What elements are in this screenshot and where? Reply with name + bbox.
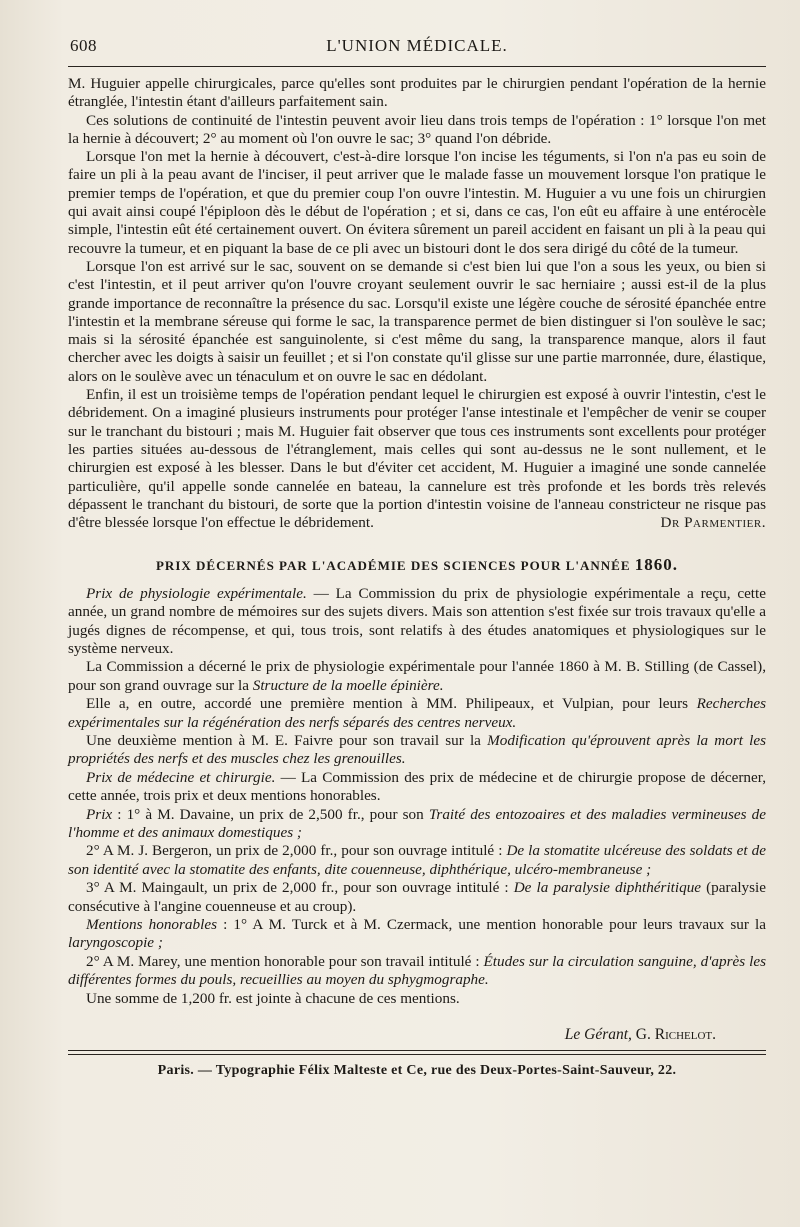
paragraph: Ces solutions de continuité de l'intestin peuvent avoir lieu dans trois temps de l'opération : 1° lorsque l'on met la hernie à découvert; 2° au moment où l'on ouvre le sac; 3° quand l'on débride. [68,111,766,147]
text: 2° A M. J. Bergeron, un prix de 2,000 fr., pour son ouvrage intitulé : [86,842,507,860]
text: 2° A M. Marey, une mention honorable pour son travail intitulé : [86,952,484,970]
article-prix [68,585,766,1008]
work-title: Traité des entozoaires et des maladies vermineuses de l'homme et des animaux domestiques ; [68,805,766,841]
subheading: Mentions honorables [86,916,217,934]
work-title: De la paralysie diphthéritique [513,879,702,897]
text: Une deuxième mention à M. E. Faivre pour son travail sur la [86,731,488,749]
subheading: Prix de médecine et chirurgie. [86,768,276,786]
text: — La Commission des prix de médecine et de chirurgie propose de décerner, cette année, trois prix et deux mentions honorables. [68,768,766,805]
paragraph: Lorsque l'on est arrivé sur le sac, souvent on se demande si c'est bien lui que l'on a sous les yeux, ou bien si c'est l'intestin, et il peut arriver qu'on l'ouvre croyant seulement ouvrir le sac herniaire ; aussi est-il de la plus grande importance de reconnaître la présence du sac. Lorsqu'il existe une légère couche de sérosité épanchée entre l'intestin et la membrane séreuse qui forme le sac, la transparence permet de bien distinguer si l'on soulève le sac; mais si la sérosité épanchée est sanguinolente, si c'est même du sang, la transparence manque, alors il faut chercher avec les doigts à saisir un feuillet ; et si l'on constate qu'il glisse sur une partie marronnée, dure, élastique, alors on le soulève avec un ténaculum et on ouvre le sac en dédolant. [68,257,766,385]
page-number: 608 [70,36,97,55]
section-title-year: 1860. [634,554,678,574]
work-title: Recherches expérimentales sur la régénération des nerfs séparés des centres nerveux. [68,695,766,731]
text: (paralysie consécutive à l'angine couenneuse et au croup). [68,879,766,915]
paragraph [68,585,766,659]
work-title: laryngoscopie ; [68,934,163,952]
header-rule [68,66,766,67]
paragraph [68,879,766,916]
section-title [68,555,766,575]
text: Elle a, en outre, accordé une première mention à MM. Philipeaux, et Vulpian, pour leurs [86,695,697,713]
footer-rule [68,1050,766,1051]
paragraph: Enfin, il est un troisième temps de l'opération pendant lequel le chirurgien est exposé à ouvrir l'intestin, c'est le débridement. On a imaginé plusieurs instruments pour protéger l'anse intestinale et l'empêcher de venir se couper sur le tranchant du bistouri ; mais M. Huguier fait observer que tous ces instruments sont excellents pour protéger les parties situées au-dessous de l'étranglement, mais celles qui sont au-dessus ne le sont nullement, et le chirurgien est exposé à les blesser. Dans le but d'éviter cet accident, M. Huguier a imaginé une sonde cannelée particulière, qu'il appelle sonde cannelée en bateau, la cannelure est très profonde et les bords très relevés dépassent le tranchant du bistouri, de sorte que la portion d'intestin voisine de l'anneau constricteur ne risque pas d'être blessée lorsque l'on effectue le débridement. [68,386,766,532]
subheading: Prix [86,805,113,823]
paragraph [68,916,766,953]
article-hernie [68,75,766,533]
text: : 1° à M. Davaine, un prix de 2,500 fr., pour son [112,805,429,823]
paragraph: Lorsque l'on met la hernie à découvert, c'est-à-dire lorsque l'on incise les téguments, si l'on n'a pas eu soin de faire un pli à la peau avant de l'inciser, il peut arriver que le malade fasse un mouvement lorsque l'on pratique le premier temps de l'opération, et que du premier coup l'on ouvre l'intestin. M. Huguier a vu une fois un chirurgien qui avait ainsi coupé l'épiploon dès le début de l'opération ; et si, dans ce cas, l'on eût eu affaire à une entérocèle simple, l'intestin eût été certainement ouvert. On évitera sûrement un pareil accident en faisant un pli à la peau qui recouvre la tumeur, et en piquant la base de ce pli avec un bistouri dont le dos sera dirigé du côté de la tumeur. [68,148,766,257]
paragraph [68,658,766,695]
gerant-name: G. Richelot. [635,1026,716,1044]
work-title: Structure de la moelle épinière. [252,676,444,694]
text: : 1° A M. Turck et à M. Czermack, une mention honorable pour leurs travaux sur la [216,916,766,934]
running-title: L'UNION MÉDICALE. [326,36,508,55]
text: — La Commission du prix de physiologie expérimentale a reçu, cette année, un grand nombre de mémoires sur des sujets divers. Mais son attention s'est fixée sur trois travaux qu'elle a jugés dignes de récompense, et qui, tous trois, sont relatifs à des études anatomiques et physiologiques sur le système nerveux. [68,584,766,657]
section-title-text: PRIX DÉCERNÉS PAR L'ACADÉMIE DES SCIENCES POUR L'ANNÉE [155,557,631,573]
printer-imprint: Paris. — Typographie Félix Malteste et Ce, rue des Deux-Portes-Saint-Sauveur, 22. [157,1063,677,1079]
subheading: Prix de physiologie expérimentale. [86,584,307,602]
gerant-signature [68,1026,766,1044]
paragraph [68,806,766,843]
page-header [68,30,766,56]
paragraph [68,695,766,732]
gerant-label: Le Gérant, [564,1026,632,1044]
paragraph [68,732,766,769]
work-title: De la stomatite ulcéreuse des soldats et de son identité avec la stomatite des enfants, dite couenneuse, diphthérique, ulcéro-membraneuse ; [68,842,766,878]
work-title: Modification qu'éprouvent après la mort les propriétés des nerfs et des muscles chez les grenouilles. [68,731,767,768]
paragraph [68,953,766,990]
paragraph [68,769,766,806]
text: La Commission a décerné le prix de physiologie expérimentale pour l'année 1860 à M. B. Stilling (de Cassel), pour son grand ouvrage sur la [68,658,766,694]
work-title: Études sur la circulation sanguine, d'après les différentes formes du pouls, recueillies au moyen du sphygmographe. [68,952,766,989]
text: 3° A M. Maingault, un prix de 2,000 fr., pour son ouvrage intitulé : [86,879,514,897]
footer-rule-thin [68,1054,766,1055]
paragraph [68,842,766,879]
author-signature: Dr Parmentier. [660,514,766,532]
paragraph: M. Huguier appelle chirurgicales, parce qu'elles sont produites par le chirurgien pendant l'opération de la hernie étranglée, l'intestin étant d'ailleurs parfaitement sain. [68,75,766,111]
paragraph: Une somme de 1,200 fr. est jointe à chacune de ces mentions. [86,989,460,1007]
